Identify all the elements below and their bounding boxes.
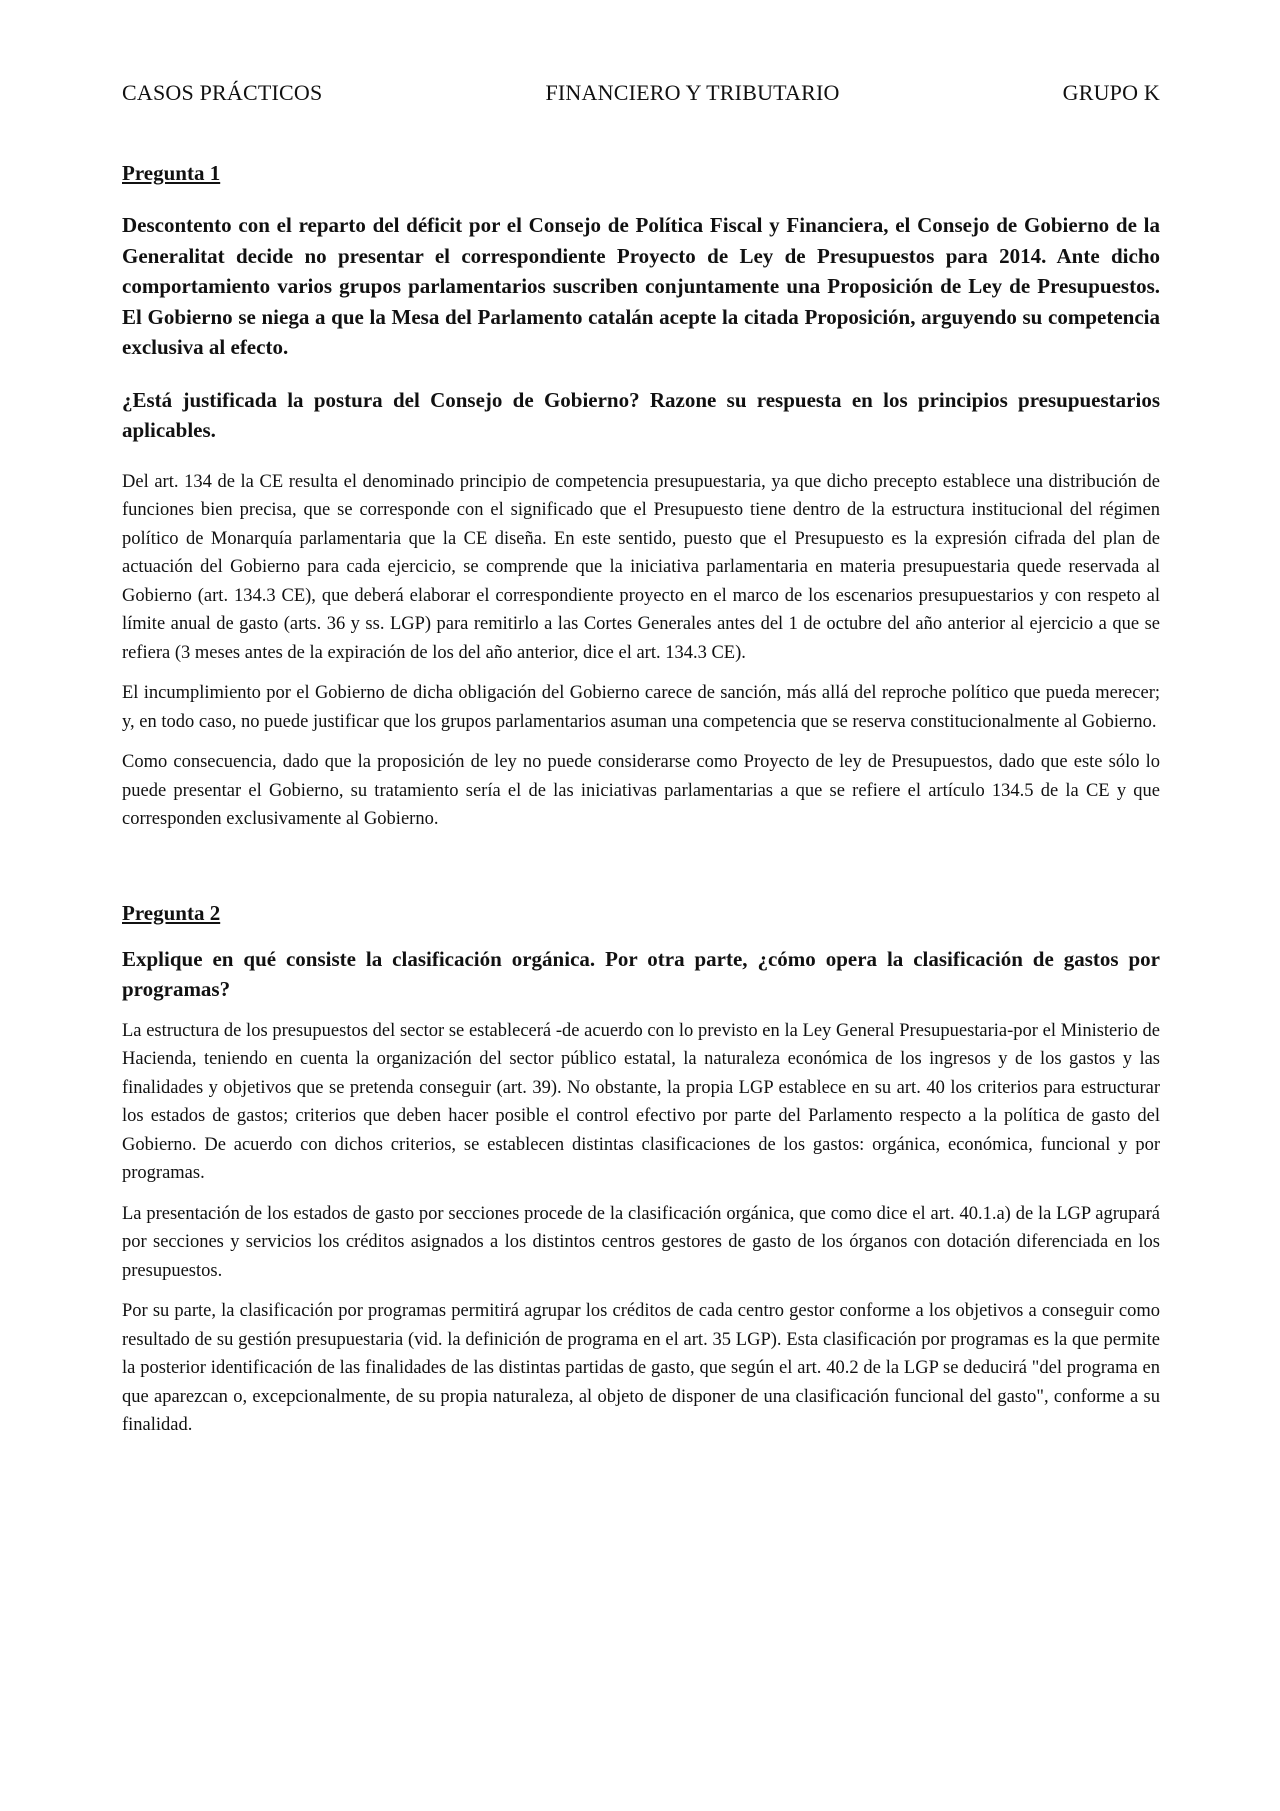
q1-title: Pregunta 1	[122, 161, 221, 185]
q2-answer-1: La estructura de los presupuestos del sector se establecerá -de acuerdo con lo previsto en la Ley General Presupuestaria-por el Ministerio de Hacienda, teniendo en cuenta la organización del sector público estatal, la naturaleza económica de los ingresos y de los gastos y las finalidades y objetivos que se pretenda conseguir (art. 39). No obstante, la propia LGP establece en su art. 40 los criterios para estructurar los estados de gastos; criterios que deben hacer posible el control efectivo por parte del Parlamento respecto a la política de gasto del Gobierno. De acuerdo con dichos criterios, se establecen distintas clasificaciones de los gastos: orgánica, económica, funcional y por programas.	[122, 1020, 1160, 1183]
q1-question: ¿Está justificada la postura del Consejo de Gobierno? Razone su respuesta en los principios presupuestarios aplicables.	[122, 387, 1160, 442]
q1-answer-1: Del art. 134 de la CE resulta el denominado principio de competencia presupuestaria, ya que dicho precepto establece una distribución de funciones bien precisa, que se corresponde con el significado que el Presupuesto tiene dentro de la estructura institucional del régimen político de Monarquía parlamentaria que la CE diseña. En este sentido, puesto que el Presupuesto es la expresión cifrada del plan de actuación del Gobierno para cada ejercicio, se comprende que la iniciativa parlamentaria en materia presupuestaria quede reservada al Gobierno (art. 134.3 CE), que deberá elaborar el correspondiente proyecto en el marco de los escenarios presupuestarios y con respeto al límite anual de gasto (arts. 36 y ss. LGP) para remitirlo a las Cortes Generales antes del 1 de octubre del año anterior al ejercicio a que se refiera (3 meses antes de la expiración de los del año anterior, dice el art. 134.3 CE).	[122, 471, 1160, 663]
q2-answer-3: Por su parte, la clasificación por programas permitirá agrupar los créditos de cada centro gestor conforme a los objetivos a conseguir como resultado de su gestión presupuestaria (vid. la definición de programa en el art. 35 LGP). Esta clasificación por programas es la que permite la posterior identificación de las finalidades de las distintas partidas de gasto, que según el art. 40.2 de la LGP se deducirá "del programa en que aparezcan o, excepcionalmente, de su propia naturaleza, al objeto de disponer de una clasificación funcional del gasto", conforme a su finalidad.	[122, 1301, 1160, 1435]
q1-statement: Descontento con el reparto del déficit por el Consejo de Política Fiscal y Financiera, el Consejo de Gobierno de la Generalitat decide no presentar el correspondiente Proyecto de Ley de Presupuestos para 2014. Ante dicho comportamiento varios grupos parlamentarios suscriben conjuntamente una Proposición de Ley de Presupuestos. El Gobierno se niega a que la Mesa del Parlamento catalán acepte la citada Proposición, arguyendo su competencia exclusiva al efecto.	[122, 213, 1160, 359]
header-center: FINANCIERO Y TRIBUTARIO	[545, 80, 840, 105]
q1-answer-3: Como consecuencia, dado que la proposición de ley no puede considerarse como Proyecto de ley de Presupuestos, dado que este sólo lo puede presentar el Gobierno, su tratamiento sería el de las iniciativas parlamentarias a que se refiere el artículo 134.5 de la CE y que corresponden exclusivamente al Gobierno.	[122, 752, 1160, 829]
document-page	[122, 78, 1160, 1440]
header-left: CASOS PRÁCTICOS	[122, 80, 323, 105]
q2-answer-2: La presentación de los estados de gasto por secciones procede de la clasificación orgánica, que como dice el art. 40.1.a) de la LGP agrupará por secciones y servicios los créditos asignados a los distintos centros gestores de gasto de los órganos con dotación diferenciada en los presupuestos.	[122, 1203, 1160, 1281]
header-right: GRUPO K	[1062, 80, 1160, 105]
q2-question: Explique en qué consiste la clasificación orgánica. Por otra parte, ¿cómo opera la clasificación de gastos por programas?	[122, 946, 1160, 1001]
page-header	[122, 78, 1160, 108]
q2-title: Pregunta 2	[122, 900, 221, 925]
q1-answer-2: El incumplimiento por el Gobierno de dicha obligación del Gobierno carece de sanción, más allá del reproche político que pueda merecer; y, en todo caso, no puede justificar que los grupos parlamentarios asuman una competencia que se reserva constitucionalmente al Gobierno.	[122, 683, 1160, 732]
